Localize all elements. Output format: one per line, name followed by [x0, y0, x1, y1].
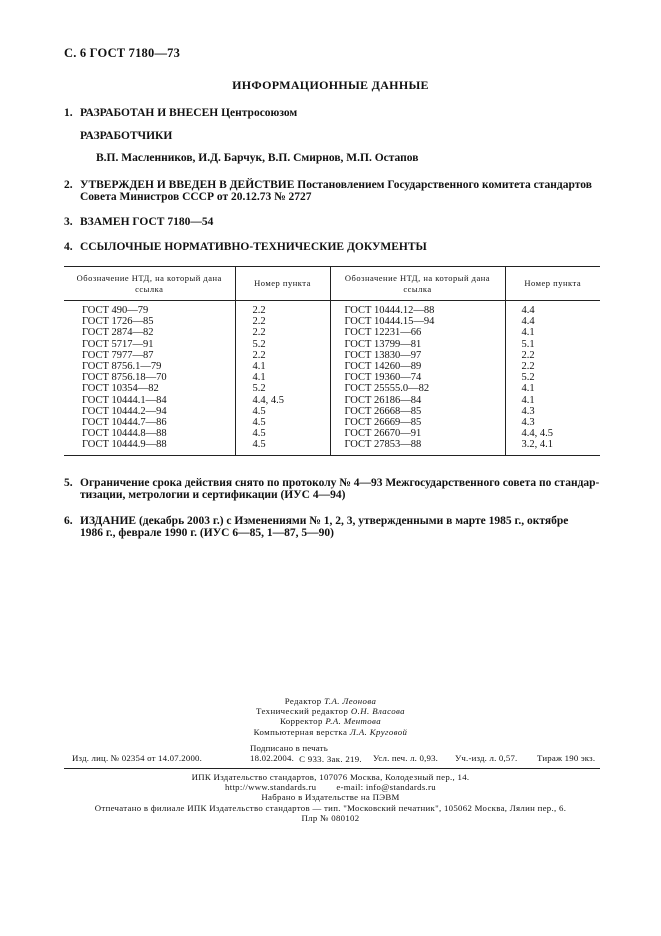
- table-cell-doc: ГОСТ 26670—91: [344, 428, 422, 440]
- table-cell-doc: ГОСТ 10444.2—94: [82, 405, 167, 417]
- developers-label: РАЗРАБОТЧИКИ: [80, 130, 173, 142]
- table-cell-item: 3.2, 4.1: [521, 439, 553, 451]
- table-cell-item: 4.3: [521, 405, 535, 417]
- item-6: [64, 514, 604, 528]
- table-cell-item: 4.4: [521, 305, 535, 316]
- table-header-item-right: Номер пункта: [505, 267, 600, 301]
- pub-license: Изд. лиц. № 02354 от 14.07.2000.: [72, 753, 203, 763]
- item-2-line-2: Совета Министров СССР от 20.12.73 № 2727: [80, 191, 312, 203]
- table-cell-doc: ГОСТ 14260—89: [344, 361, 422, 373]
- table-cell-item: 4.1: [252, 372, 266, 384]
- credit-name: Р.А. Ментова: [325, 716, 382, 727]
- footer-printed: Отпечатано в филиале ИПК Издательство стандартов — тип. "Московский печатник", 105062 Москва, Лялин пер., 6.: [94, 802, 567, 813]
- table-cell-doc: ГОСТ 10354—82: [82, 383, 159, 395]
- table-header-item-left: Номер пункта: [235, 267, 330, 301]
- table-cell-doc: ГОСТ 10444.7—86: [82, 417, 167, 429]
- credit-corrector: [0, 716, 661, 726]
- footer-divider: [64, 768, 600, 769]
- developers-list: В.П. Масленников, И.Д. Барчук, В.П. Смирнов, М.П. Остапов: [96, 152, 419, 164]
- table-cell-item: 2.2: [252, 327, 266, 339]
- item-2: [64, 178, 604, 192]
- table-cell-item: 4.4, 4.5: [252, 394, 284, 406]
- table-cell-doc: ГОСТ 10444.1—84: [82, 394, 167, 406]
- table-row: [64, 301, 600, 456]
- right-doc-column: [330, 301, 505, 456]
- table-cell-item: 4.1: [521, 327, 535, 339]
- table-cell-doc: ГОСТ 2874—82: [82, 327, 154, 339]
- credits-block: [0, 696, 661, 737]
- item-2-line-1: УТВЕРЖДЕН И ВВЕДЕН В ДЕЙСТВИЕ Постановлением Государственного комитета стандартов: [80, 179, 592, 191]
- table-cell-item: 4.5: [252, 439, 266, 451]
- left-doc-column: [64, 301, 235, 456]
- credit-role: Редактор: [284, 696, 322, 706]
- table-cell-doc: ГОСТ 26668—85: [344, 405, 422, 417]
- item-5: [64, 476, 604, 490]
- table-cell-item: 2.2: [521, 349, 535, 361]
- item-4-text: ССЫЛОЧНЫЕ НОРМАТИВНО-ТЕХНИЧЕСКИЕ ДОКУМЕНТЫ: [80, 241, 427, 253]
- table-cell-doc: ГОСТ 13799—81: [344, 338, 422, 350]
- table-cell-item: 5.2: [521, 372, 535, 384]
- credit-layout: [0, 727, 661, 737]
- table-cell-item: 4.1: [252, 361, 266, 373]
- footer-plr: Плр № 080102: [301, 812, 360, 823]
- item-1: [64, 106, 297, 120]
- table-cell-item: 4.3: [521, 417, 535, 429]
- table-cell-item: 4.5: [252, 428, 266, 440]
- table-cell-item: 5.2: [252, 383, 266, 395]
- item-6-number: 6.: [64, 515, 73, 527]
- item-2-number: 2.: [64, 179, 73, 191]
- item-3-text: ВЗАМЕН ГОСТ 7180—54: [80, 216, 214, 228]
- page-header: С. 6 ГОСТ 7180—73: [64, 46, 181, 60]
- footer-typeset: Набрано в Издательстве на ПЭВМ: [261, 792, 400, 803]
- table-cell-doc: ГОСТ 490—79: [82, 305, 149, 316]
- footer-web: http://www.standards.ru e-mail: info@standards.ru: [225, 782, 436, 793]
- info-title: ИНФОРМАЦИОННЫЕ ДАННЫЕ: [232, 78, 429, 92]
- credit-name: О.Н. Власова: [350, 706, 405, 717]
- table-cell-item: 2.2: [252, 305, 266, 316]
- item-1-text: РАЗРАБОТАН И ВНЕСЕН Центросоюзом: [80, 107, 298, 119]
- table-cell-doc: ГОСТ 27853—88: [344, 439, 422, 451]
- table-cell-item: 2.2: [252, 316, 266, 328]
- table-header-doc-right: Обозначение НТД, на который дана ссылка: [330, 267, 505, 301]
- credit-role: Компьютерная верстка: [253, 726, 348, 737]
- table-cell-doc: ГОСТ 26669—85: [344, 417, 422, 429]
- credit-name: Т.А. Леонова: [324, 696, 377, 706]
- credit-name: Л.А. Круговой: [349, 726, 408, 737]
- table-cell-doc: ГОСТ 10444.12—88: [344, 305, 435, 316]
- table-cell-doc: ГОСТ 25555.0—82: [344, 383, 430, 395]
- table-cell-item: 4.5: [252, 417, 266, 429]
- table-cell-doc: ГОСТ 7977—87: [82, 349, 154, 361]
- reference-table: [64, 266, 600, 456]
- left-item-column: [235, 301, 330, 456]
- table-cell-item: 4.4: [521, 316, 535, 328]
- table-cell-doc: ГОСТ 26186—84: [344, 394, 422, 406]
- table-cell-doc: ГОСТ 13830—97: [344, 349, 422, 361]
- credit-role: Технический редактор: [256, 706, 349, 717]
- item-4: [64, 240, 427, 254]
- table-cell-item: 4.1: [521, 383, 535, 395]
- table-header-row: [64, 267, 600, 301]
- item-6-line-2: 1986 г., феврале 1990 г. (ИУС 6—85, 1—87, 5—90): [80, 527, 334, 539]
- item-4-number: 4.: [64, 241, 73, 253]
- item-5-line-1: Ограничение срока действия снято по протоколу № 4—93 Межгосударственного совета по стандар-: [80, 477, 600, 489]
- pub-order: С 933. Зак. 219.: [299, 754, 362, 764]
- table-cell-doc: ГОСТ 5717—91: [82, 338, 154, 350]
- pub-signed: Подписано в печать 18.02.2004.: [250, 743, 328, 763]
- table-cell-item: 5.1: [521, 338, 535, 350]
- pub-print-sheets: Усл. печ. л. 0,93.: [373, 753, 439, 763]
- table-cell-doc: ГОСТ 8756.18—70: [82, 372, 167, 384]
- table-cell-item: 2.2: [521, 361, 535, 373]
- table-header-doc-left: Обозначение НТД, на который дана ссылка: [64, 267, 235, 301]
- item-3-number: 3.: [64, 216, 73, 228]
- table-cell-item: 2.2: [252, 349, 266, 361]
- credit-tech-editor: [0, 706, 661, 716]
- item-1-number: 1.: [64, 107, 73, 119]
- table-cell-item: 4.5: [252, 405, 266, 417]
- table-cell-doc: ГОСТ 8756.1—79: [82, 361, 162, 373]
- right-item-column: [505, 301, 600, 456]
- table-cell-item: 5.2: [252, 338, 266, 350]
- pub-circulation: Тираж 190 экз.: [537, 753, 596, 763]
- credit-editor: [0, 696, 661, 706]
- item-5-number: 5.: [64, 477, 73, 489]
- footer-block: [0, 772, 661, 823]
- table-cell-item: 4.1: [521, 394, 535, 406]
- table-cell-doc: ГОСТ 19360—74: [344, 372, 422, 384]
- item-5-line-2: тизации, метрологии и сертификации (ИУС 4—94): [80, 489, 346, 501]
- table-cell-doc: ГОСТ 12231—66: [344, 327, 422, 339]
- pub-edit-sheets: Уч.-изд. л. 0,57.: [455, 753, 518, 763]
- credit-role: Корректор: [279, 716, 323, 727]
- item-3: [64, 215, 213, 229]
- item-6-line-1: ИЗДАНИЕ (декабрь 2003 г.) с Изменениями № 1, 2, 3, утвержденными в марте 1985 г., октябре: [80, 515, 569, 527]
- table-cell-item: 4.4, 4.5: [521, 428, 553, 440]
- table-cell-doc: ГОСТ 10444.8—88: [82, 428, 167, 440]
- table-cell-doc: ГОСТ 10444.15—94: [344, 316, 435, 328]
- table-cell-doc: ГОСТ 1726—85: [82, 316, 154, 328]
- footer-publisher: ИПК Издательство стандартов, 107076 Москва, Колодезный пер., 14.: [191, 772, 470, 782]
- table-cell-doc: ГОСТ 10444.9—88: [82, 439, 167, 451]
